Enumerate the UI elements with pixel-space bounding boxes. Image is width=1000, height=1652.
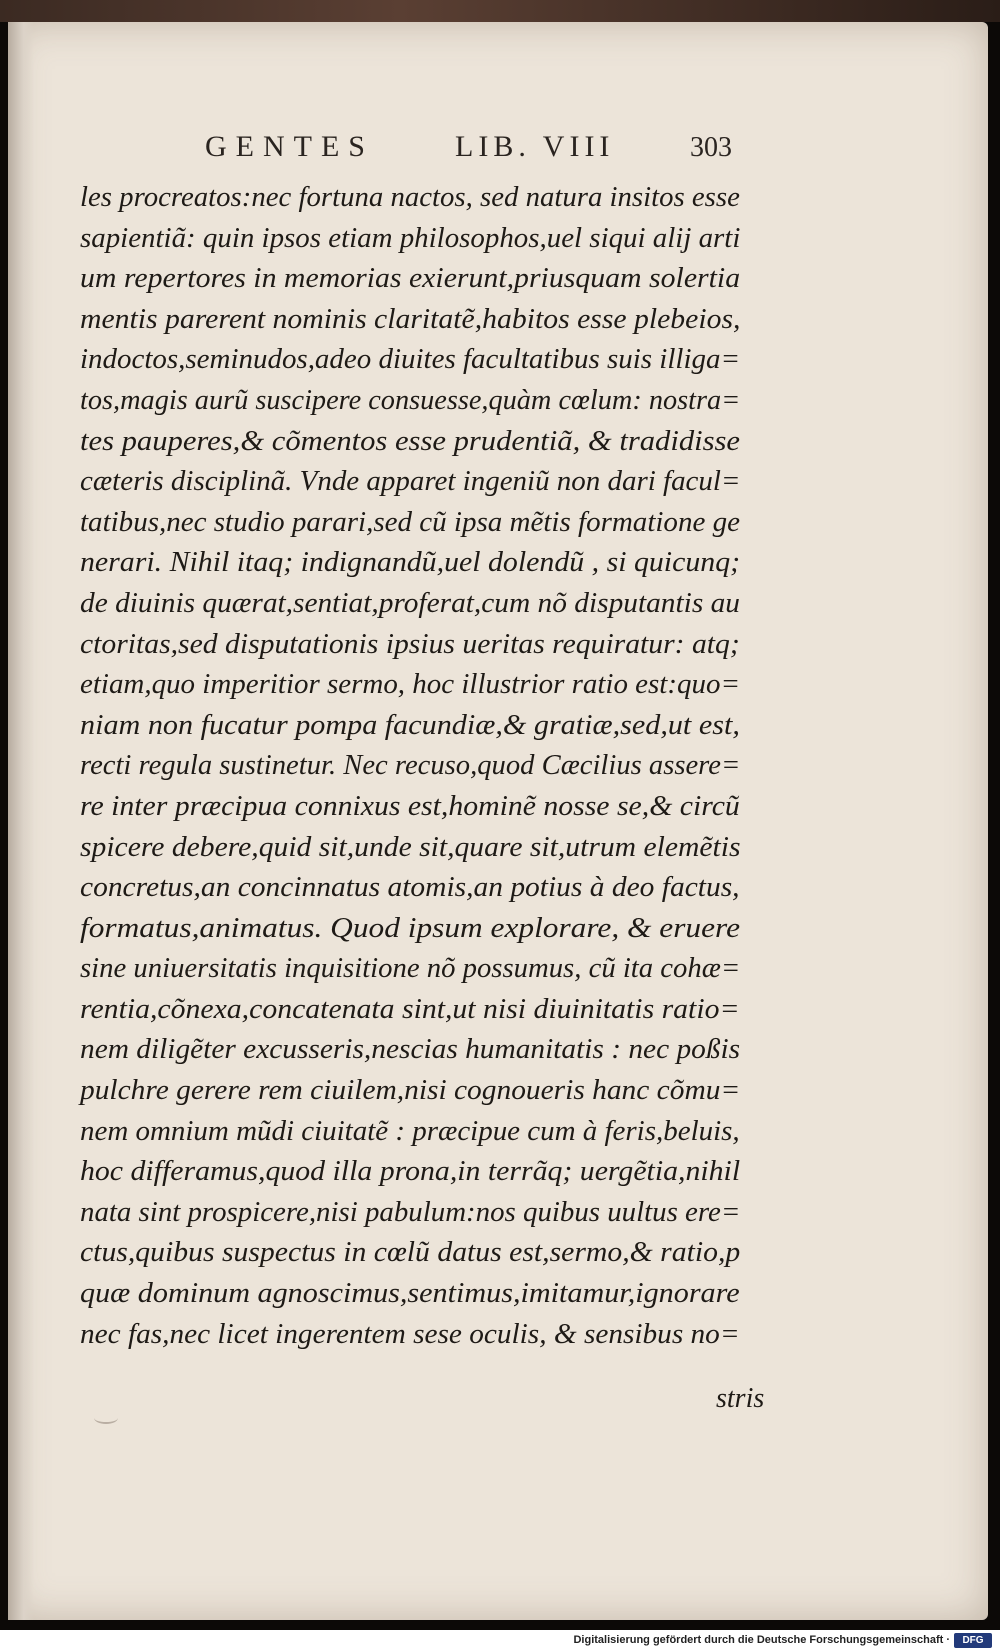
text-line: sine uniuersitatis inquisitione nõ possumus, cũ ita cohæ= bbox=[80, 953, 741, 985]
text-line: concretus,an concinnatus atomis,an potius à deo factus, bbox=[80, 872, 740, 904]
catchword: stris bbox=[716, 1383, 765, 1414]
text-line: nec fas,nec licet ingerentem sese oculis, & sensibus no= bbox=[80, 1318, 740, 1350]
running-head bbox=[205, 130, 785, 170]
ink-smudge bbox=[94, 1412, 118, 1424]
text-line: indoctos,seminudos,adeo diuites facultatibus suis illiga= bbox=[80, 344, 740, 376]
text-line: cæteris disciplinã. Vnde apparet ingeniũ non dari facul= bbox=[80, 466, 741, 498]
text-line: les procreatos:nec fortuna nactos, sed natura insitos esse bbox=[80, 182, 740, 213]
text-line: tatibus,nec studio parari,sed cũ ipsa mẽtis formatione ge bbox=[80, 506, 740, 538]
text-line: de diuinis quærat,sentiat,proferat,cum nõ disputantis au bbox=[80, 587, 740, 619]
text-line: nem diligẽter excusseris,nescias humanitatis : nec poßis bbox=[80, 1034, 741, 1066]
text-line: recti regula sustinetur. Nec recuso,quod Cæcilius assere= bbox=[80, 750, 741, 782]
text-line: tos,magis aurũ suscipere consuesse,quàm cœlum: nostra= bbox=[80, 384, 741, 416]
text-line: um repertores in memorias exierunt,priusquam solertia bbox=[80, 263, 741, 295]
text-line: pulchre gerere rem ciuilem,nisi cognoueris hanc cõmu= bbox=[80, 1075, 741, 1107]
text-line: tes pauperes,& cõmentos esse prudentiã, & tradidisse bbox=[80, 425, 741, 457]
cover-edge bbox=[0, 0, 1000, 22]
text-line: rentia,cõnexa,concatenata sint,ut nisi diuinitatis ratio= bbox=[80, 993, 740, 1025]
text-line: formatus,animatus. Quod ipsum explorare, & eruere bbox=[80, 912, 740, 944]
text-line: sapientiã: quin ipsos etiam philosophos,uel siqui alij arti bbox=[80, 222, 741, 254]
text-line: spicere debere,quid sit,unde sit,quare sit,utrum elemẽtis bbox=[80, 831, 741, 863]
running-head-title: GENTES bbox=[205, 130, 374, 163]
funding-credit: Digitalisierung gefördert durch die Deutsche Forschungsgemeinschaft · bbox=[573, 1634, 950, 1646]
text-line: niam non fucatur pompa facundiæ,& gratiæ,sed,ut est, bbox=[80, 709, 740, 741]
text-line: nem omnium mũdi ciuitatẽ : præcipue cum à feris,beluis, bbox=[80, 1115, 740, 1147]
digitization-footer bbox=[0, 1630, 1000, 1652]
text-line: ctoritas,sed disputationis ipsius ueritas requiratur: atq; bbox=[80, 628, 740, 660]
body-text bbox=[80, 178, 780, 1355]
text-line: nata sint prospicere,nisi pabulum:nos quibus uultus ere= bbox=[80, 1196, 741, 1228]
text-line: etiam,quo imperitior sermo, hoc illustrior ratio est:quo= bbox=[80, 669, 740, 701]
text-line: hoc differamus,quod illa prona,in terrãq; uergẽtia,nihil bbox=[80, 1156, 741, 1188]
text-line: quæ dominum agnoscimus,sentimus,imitamur,ignorare bbox=[80, 1278, 740, 1310]
text-line: re inter præcipua connixus est,hominẽ nosse se,& circũ bbox=[80, 790, 740, 822]
text-line: nerari. Nihil itaq; indignandũ,uel dolendũ , si quicunq; bbox=[80, 547, 741, 579]
text-line: ctus,quibus suspectus in cœlũ datus est,sermo,& ratio,p bbox=[80, 1237, 741, 1269]
running-head-book: LIB. VIII bbox=[455, 130, 615, 163]
page-number: 303 bbox=[690, 132, 732, 163]
dfg-logo: DFG bbox=[954, 1633, 992, 1648]
text-line: mentis parerent nominis claritatẽ,habitos esse plebeios, bbox=[80, 303, 741, 335]
